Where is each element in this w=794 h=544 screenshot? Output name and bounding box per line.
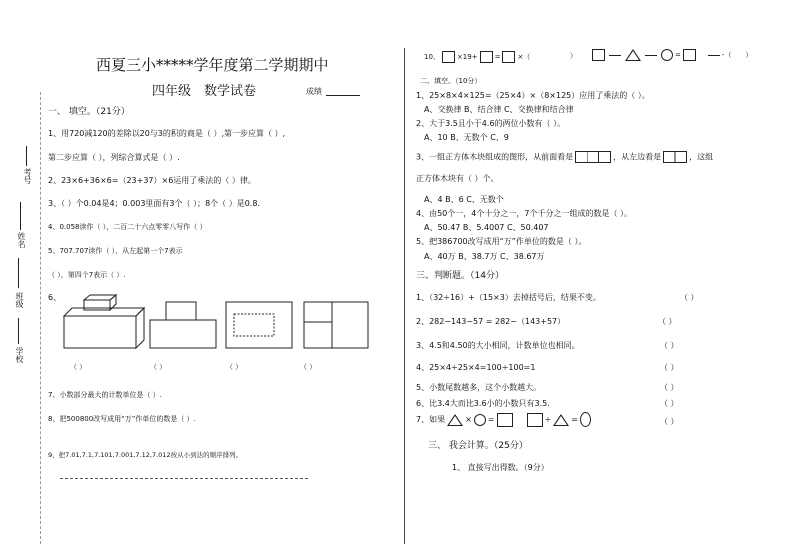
side-line (18, 258, 19, 288)
section-3-heading: 三、判断题。（14分） (416, 271, 504, 281)
side-label-kaohao: 考号 (23, 168, 32, 184)
judge-1-paren: （ ） (680, 293, 699, 302)
q6-blank-1: （ ） (70, 363, 87, 371)
r-q5-options: A、40万 B、38.7万 C、38.67万 (424, 252, 545, 261)
q9-answer-line (60, 478, 308, 480)
section-2-heading: 二、填空。（10分） (420, 77, 482, 85)
q8: 8、把500800改写成用“万”作单位的数是（ ）. (48, 415, 196, 423)
judge-3: 3、4.5和4.50的大小相同，计数单位也相同。 (416, 341, 580, 350)
q10-row: 10、 ×19+ = ×（ (424, 53, 531, 61)
q1-line-a: 1、用720减120的差除以20与3的积的商是（ ）,第一步应算（ ）, (48, 129, 286, 138)
score-line (326, 95, 360, 96)
side-line (26, 146, 27, 166)
q7: 7、小数部分最大的计数单位是（ ）. (48, 391, 162, 399)
binding-line (40, 92, 42, 544)
square-icon (683, 49, 696, 61)
q1-line-b: 第二步应算（ ），列综合算式是（ ）. (48, 153, 180, 162)
r-q3-line-b: 正方体木块有（ ）个。 (416, 174, 499, 183)
q5-line-a: 5、707.707读作（ ），从左起第一个7表示 (48, 247, 183, 255)
judge-1: 1、（32÷16）+（15×3）去掉括号后，结果不变。 (416, 293, 601, 302)
front-view-icon (575, 151, 611, 163)
r-q2: 2、大于3.5且小于4.6的两位小数有（ ）。 (416, 119, 566, 128)
judge-5-paren: （ ） (660, 383, 679, 392)
r-q5: 5、把386700改写成用“万”作单位的数是（ ）。 (416, 237, 587, 246)
triangle-icon (447, 414, 463, 426)
minus-icon (609, 55, 621, 56)
minus-icon (645, 55, 657, 56)
triangle-icon (625, 49, 641, 61)
section-1-heading: 一、 填空。（21分） (48, 107, 130, 117)
judge-2-paren: （ ） (658, 317, 677, 326)
exam-subtitle: 四年级 数学试卷 (152, 84, 257, 99)
q5-line-b: （ ），第四个7表示（ ）. (48, 271, 126, 279)
judge-7-paren: （ ） (660, 417, 679, 426)
left-view-icon (663, 151, 687, 163)
side-view-figure (304, 302, 368, 348)
square-icon (480, 51, 493, 63)
score-label: 成绩 (306, 87, 322, 96)
column-divider (404, 48, 405, 544)
minus-icon (708, 55, 720, 56)
q4: 4、0.058读作（ ），二百二十六点零零八写作（ ） (48, 223, 207, 231)
q6-blank-4: （ ） (300, 363, 317, 371)
exam-title: 西夏三小*****学年度第二学期期中 (96, 56, 329, 74)
triangle-icon (553, 414, 569, 426)
judge-5: 5、小数尾数越多，这个小数越大。 (416, 383, 542, 392)
r-q4: 4、由50个一，4个十分之一，7个千分之一组成的数是（ ）。 (416, 209, 632, 218)
q6-blank-2: （ ） (150, 363, 167, 371)
front-view-figure (150, 302, 216, 348)
judge-6: 6、比3.4大而比3.6小的小数只有3.5. (416, 399, 550, 408)
judge-7: 7、如果 × = ÷ = (416, 412, 593, 427)
r-q3-line-a: 3、一组正方体木块组成的图形，从前面看是 ，从左边看是 ，这组 (416, 152, 714, 162)
cuboid-3d-figure (64, 295, 144, 348)
r-q1-options: A、交换律 B、结合律 C、交换律和结合律 (424, 105, 574, 114)
side-label-banji: 班级 (15, 292, 24, 308)
r-q3-options: A、4 B、6 C、无数个 (424, 195, 504, 204)
circle-icon (474, 414, 486, 426)
side-line (20, 202, 21, 230)
judge-6-paren: （ ） (660, 399, 679, 408)
shape-expression: = -（ ） (590, 49, 752, 61)
square-icon (592, 49, 605, 61)
r-q4-options: A、50.47 B、5.4007 C、50.407 (424, 223, 549, 232)
judge-2: 2、282−143−57 = 282−（143+57） (416, 317, 566, 326)
top-view-figure (226, 302, 292, 348)
q6-figures (58, 294, 388, 356)
q9: 9、把7.01,7.1,7.101,7.001,7.12,7.012按从小到达的顺序排列。 (48, 451, 243, 459)
r-q1: 1、25×8×4×125=（25×4）×（8×125）应用了乘法的（ ）。 (416, 91, 650, 100)
square-icon (527, 413, 543, 427)
judge-4: 4、25×4÷25×4=100÷100=1 (416, 363, 536, 372)
oval-icon (580, 412, 591, 427)
q10-close-paren: ） (570, 52, 577, 60)
side-line (18, 318, 19, 344)
side-label-xuexiao: 学校 (15, 347, 24, 363)
subsection-1-heading: 1、 直接写出得数。（9分） (452, 463, 549, 472)
q3: 3、（ ）个0.04是4；0.003里面有3个（ ）；8个（ ）是0.8. (48, 199, 260, 208)
judge-3-paren: （ ） (660, 341, 679, 350)
square-icon (497, 413, 513, 427)
square-icon (502, 51, 515, 63)
q2: 2、23×6+36×6=（23+37）×6运用了乘法的（ ）律。 (48, 176, 256, 185)
q6-blank-3: （ ） (226, 363, 243, 371)
circle-icon (661, 49, 673, 61)
section-4-heading: 三、 我会计算。（25分） (428, 441, 528, 451)
square-icon (442, 51, 455, 63)
r-q2-options: A、10 B、无数个 C、9 (424, 133, 509, 142)
q6-label: 6、 (48, 293, 62, 302)
judge-4-paren: （ ） (660, 363, 679, 372)
side-label-xingming: 姓名 (17, 232, 26, 248)
